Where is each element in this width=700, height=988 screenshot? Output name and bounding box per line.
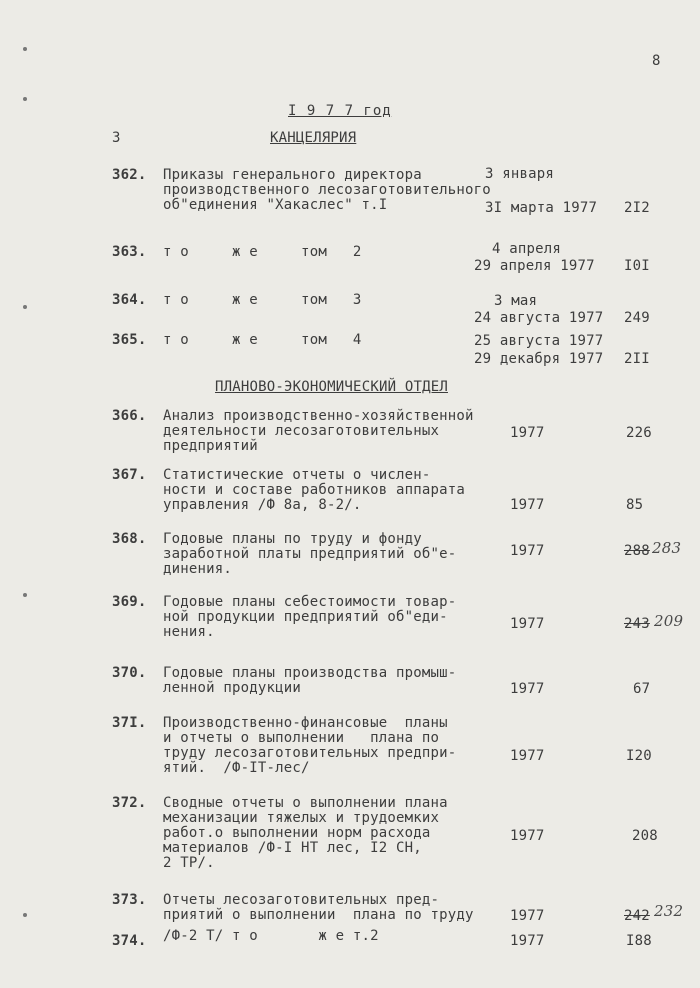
entry-number: 363. — [112, 244, 147, 260]
entry-number: 367. — [112, 467, 147, 483]
entry-date: 3 мая — [494, 293, 538, 309]
entry-pages-crossed: 288 — [624, 543, 650, 559]
entry-title-line: заработной платы предприятий об"е- — [163, 546, 457, 562]
entry-pages: 2I2 — [624, 200, 650, 216]
entry-date: 25 августа 1977 — [474, 333, 604, 349]
entry-pages: I88 — [626, 933, 652, 949]
entry-pages: 208 — [632, 828, 658, 844]
entry-title-line: предприятий — [163, 438, 258, 454]
punch-hole-icon — [18, 300, 32, 314]
entry-title-line: Годовые планы производства промыш- — [163, 665, 457, 681]
entry-date: 29 апреля 1977 — [474, 258, 595, 274]
entry-pages-crossed: 242 — [624, 908, 650, 924]
entry-date: 1977 — [510, 933, 545, 949]
entry-number: 362. — [112, 167, 147, 183]
entry-title-line: 2 ТР/. — [163, 855, 215, 871]
entry-title-line: Сводные отчеты о выполнении плана — [163, 795, 448, 811]
entry-date: 1977 — [510, 681, 545, 697]
entry-pages: 226 — [626, 425, 652, 441]
entry-date: 3I марта 1977 — [485, 200, 598, 216]
entry-number: 368. — [112, 531, 147, 547]
entry-pages: I0I — [624, 258, 650, 274]
punch-hole-icon — [18, 42, 32, 56]
entry-date: 1977 — [510, 828, 545, 844]
entry-pages-crossed: 243 — [624, 616, 650, 632]
entry-title-line: Анализ производственно-хозяйственной — [163, 408, 474, 424]
entry-date: 29 декабря 1977 — [474, 351, 604, 367]
fond-number: 3 — [112, 130, 121, 146]
entry-title-line: т о ж е том 4 — [163, 332, 362, 348]
year-heading: I 9 7 7 год — [288, 103, 392, 119]
entry-title-line: Годовые планы себестоимости товар- — [163, 594, 457, 610]
entry-title-line: Статистические отчеты о числен- — [163, 467, 431, 483]
entry-pages: I20 — [626, 748, 652, 764]
entry-pages: 2II — [624, 351, 650, 367]
entry-pages: 249 — [624, 310, 650, 326]
entry-title-line: об"единения "Хакаслес" т.I — [163, 197, 388, 213]
entry-title-line: приятий о выполнении плана по труду — [163, 907, 474, 923]
punch-hole-icon — [18, 908, 32, 922]
entry-number: 366. — [112, 408, 147, 424]
entry-title-line: динения. — [163, 561, 233, 577]
entry-title-line: ленной продукции — [163, 680, 302, 696]
entry-title-line: работ.о выполнении норм расхода — [163, 825, 431, 841]
entry-title-line: Приказы генерального директора — [163, 167, 422, 183]
entry-pages: 67 — [633, 681, 651, 697]
entry-date: 1977 — [510, 497, 545, 513]
entry-date: 1977 — [510, 543, 545, 559]
entry-title-line: производственного лесозаготовительного — [163, 182, 491, 198]
entry-pages: 85 — [626, 497, 644, 513]
entry-title-line: ятий. /Ф-IТ-лес/ — [163, 760, 310, 776]
entry-date: 1977 — [510, 748, 545, 764]
entry-title-line: т о ж е том З — [163, 292, 362, 308]
entry-number: 37I. — [112, 715, 147, 731]
page-number: 8 — [652, 53, 661, 69]
entry-date: 1977 — [510, 425, 545, 441]
entry-title-line: Производственно-финансовые планы — [163, 715, 448, 731]
entry-title-line: Отчеты лесозаготовительных пред- — [163, 892, 440, 908]
entry-pages-handwritten: 209 — [654, 612, 684, 630]
entry-title-line: ности и составе работников аппарата — [163, 482, 466, 498]
entry-date: 3 января — [485, 166, 555, 182]
entry-number: 370. — [112, 665, 147, 681]
entry-number: 365. — [112, 332, 147, 348]
entry-title-line: деятельности лесозаготовительных — [163, 423, 440, 439]
entry-number: 373. — [112, 892, 147, 908]
entry-date: 4 апреля — [492, 241, 562, 257]
entry-title-line: управления /Ф 8а, 8-2/. — [163, 497, 362, 513]
entry-title-line: механизации тяжелых и трудоемких — [163, 810, 440, 826]
entry-title-line: Годовые планы по труду и фонду — [163, 531, 422, 547]
punch-hole-icon — [18, 588, 32, 602]
entry-date: 1977 — [510, 616, 545, 632]
entry-title-line: материалов /Ф-I НТ лес, I2 СН, — [163, 840, 422, 856]
entry-title-line: труду лесозаготовительных предпри- — [163, 745, 457, 761]
punch-hole-icon — [18, 92, 32, 106]
entry-pages-handwritten: 232 — [654, 902, 684, 920]
entry-date: 24 августа 1977 — [474, 310, 604, 326]
entry-title-line: и отчеты о выполнении плана по — [163, 730, 440, 746]
entry-number: 369. — [112, 594, 147, 610]
entry-date: 1977 — [510, 908, 545, 924]
entry-title-line: нения. — [163, 624, 215, 640]
section-title-chancellery: КАНЦЕЛЯРИЯ — [270, 130, 357, 146]
entry-title-line: /Ф-2 Т/ т о ж е т.2 — [163, 928, 379, 944]
entry-pages-handwritten: 283 — [652, 539, 682, 557]
entry-number: 364. — [112, 292, 147, 308]
section-title-planning: ПЛАНОВО-ЭКОНОМИЧЕСКИЙ ОТДЕЛ — [215, 379, 448, 395]
entry-number: 374. — [112, 933, 147, 949]
entry-number: 372. — [112, 795, 147, 811]
entry-title-line: ной продукции предприятий об"еди- — [163, 609, 448, 625]
entry-title-line: т о ж е том 2 — [163, 244, 362, 260]
